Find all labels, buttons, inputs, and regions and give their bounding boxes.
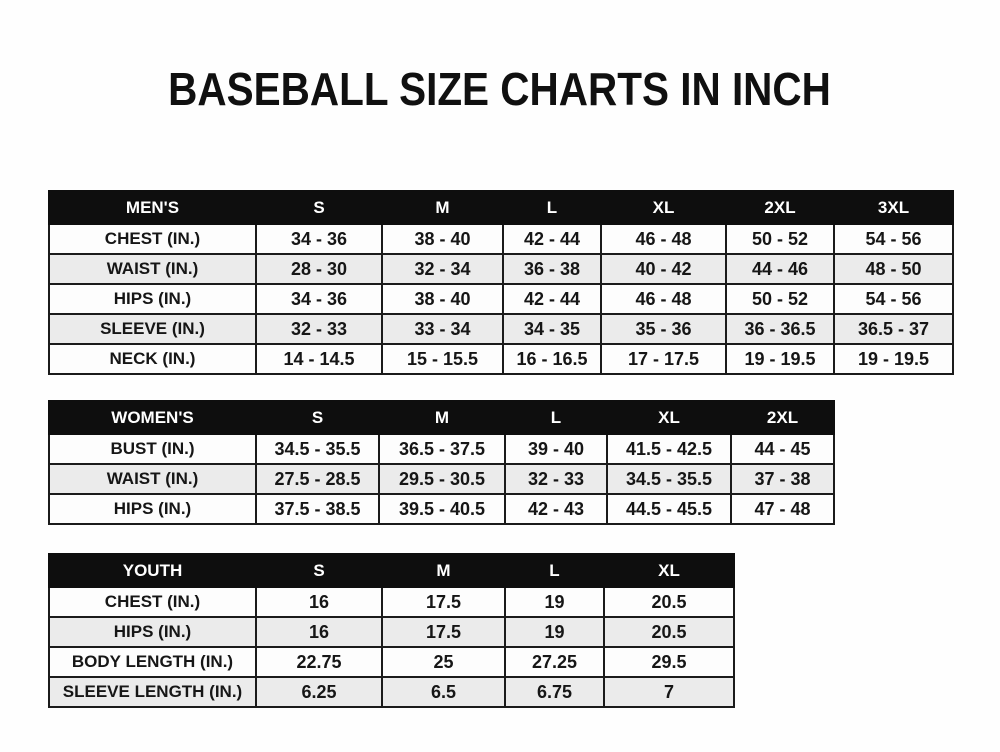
size-value-cell: 39.5 - 40.5 bbox=[379, 494, 505, 524]
size-value-cell: 20.5 bbox=[604, 587, 734, 617]
page-title bbox=[0, 62, 1000, 114]
size-value-cell: 25 bbox=[382, 647, 505, 677]
size-value-cell: 36.5 - 37.5 bbox=[379, 434, 505, 464]
mens-row-4 bbox=[49, 344, 953, 374]
mens-col-header-s: S bbox=[256, 191, 382, 224]
size-value-cell: 34 - 36 bbox=[256, 284, 382, 314]
size-value-cell: 44 - 46 bbox=[726, 254, 834, 284]
size-value-cell: 7 bbox=[604, 677, 734, 707]
size-value-cell: 50 - 52 bbox=[726, 284, 834, 314]
size-value-cell: 22.75 bbox=[256, 647, 382, 677]
size-value-cell: 32 - 33 bbox=[256, 314, 382, 344]
mens-row-3 bbox=[49, 314, 953, 344]
size-value-cell: 32 - 33 bbox=[505, 464, 607, 494]
womens-col-header-2xl: 2XL bbox=[731, 401, 834, 434]
size-value-cell: 33 - 34 bbox=[382, 314, 503, 344]
size-value-cell: 32 - 34 bbox=[382, 254, 503, 284]
youth-size-table bbox=[48, 553, 735, 708]
size-value-cell: 20.5 bbox=[604, 617, 734, 647]
mens-size-table bbox=[48, 190, 954, 375]
womens-col-header-s: S bbox=[256, 401, 379, 434]
size-value-cell: 40 - 42 bbox=[601, 254, 726, 284]
womens-col-header-m: M bbox=[379, 401, 505, 434]
size-value-cell: 47 - 48 bbox=[731, 494, 834, 524]
youth-row-3 bbox=[49, 677, 734, 707]
row-label: HIPS (IN.) bbox=[49, 494, 256, 524]
size-value-cell: 34.5 - 35.5 bbox=[607, 464, 731, 494]
mens-row-0 bbox=[49, 224, 953, 254]
row-label: SLEEVE LENGTH (IN.) bbox=[49, 677, 256, 707]
size-value-cell: 17.5 bbox=[382, 587, 505, 617]
row-label: WAIST (IN.) bbox=[49, 464, 256, 494]
size-value-cell: 42 - 44 bbox=[503, 284, 601, 314]
size-value-cell: 46 - 48 bbox=[601, 224, 726, 254]
size-value-cell: 54 - 56 bbox=[834, 224, 953, 254]
mens-table-title-cell: MEN'S bbox=[49, 191, 256, 224]
size-value-cell: 50 - 52 bbox=[726, 224, 834, 254]
size-value-cell: 34 - 36 bbox=[256, 224, 382, 254]
size-value-cell: 44.5 - 45.5 bbox=[607, 494, 731, 524]
size-value-cell: 54 - 56 bbox=[834, 284, 953, 314]
size-value-cell: 27.5 - 28.5 bbox=[256, 464, 379, 494]
size-value-cell: 36.5 - 37 bbox=[834, 314, 953, 344]
size-value-cell: 36 - 36.5 bbox=[726, 314, 834, 344]
mens-col-header-l: L bbox=[503, 191, 601, 224]
mens-row-2 bbox=[49, 284, 953, 314]
size-value-cell: 37.5 - 38.5 bbox=[256, 494, 379, 524]
row-label: HIPS (IN.) bbox=[49, 617, 256, 647]
size-value-cell: 42 - 44 bbox=[503, 224, 601, 254]
size-value-cell: 6.75 bbox=[505, 677, 604, 707]
womens-col-header-l: L bbox=[505, 401, 607, 434]
size-value-cell: 34.5 - 35.5 bbox=[256, 434, 379, 464]
size-value-cell: 29.5 bbox=[604, 647, 734, 677]
row-label: HIPS (IN.) bbox=[49, 284, 256, 314]
womens-table-title-cell: WOMEN'S bbox=[49, 401, 256, 434]
size-value-cell: 19 - 19.5 bbox=[726, 344, 834, 374]
mens-row-1 bbox=[49, 254, 953, 284]
size-value-cell: 46 - 48 bbox=[601, 284, 726, 314]
row-label: NECK (IN.) bbox=[49, 344, 256, 374]
youth-col-header-l: L bbox=[505, 554, 604, 587]
size-value-cell: 19 - 19.5 bbox=[834, 344, 953, 374]
womens-row-0 bbox=[49, 434, 834, 464]
size-value-cell: 16 - 16.5 bbox=[503, 344, 601, 374]
row-label: SLEEVE (IN.) bbox=[49, 314, 256, 344]
mens-col-header-2xl: 2XL bbox=[726, 191, 834, 224]
youth-col-header-xl: XL bbox=[604, 554, 734, 587]
row-label: CHEST (IN.) bbox=[49, 224, 256, 254]
mens-header-row bbox=[49, 191, 953, 224]
womens-row-2 bbox=[49, 494, 834, 524]
size-value-cell: 16 bbox=[256, 617, 382, 647]
size-value-cell: 39 - 40 bbox=[505, 434, 607, 464]
size-value-cell: 35 - 36 bbox=[601, 314, 726, 344]
mens-col-header-xl: XL bbox=[601, 191, 726, 224]
row-label: CHEST (IN.) bbox=[49, 587, 256, 617]
size-value-cell: 27.25 bbox=[505, 647, 604, 677]
size-value-cell: 19 bbox=[505, 587, 604, 617]
mens-col-header-3xl: 3XL bbox=[834, 191, 953, 224]
row-label: BUST (IN.) bbox=[49, 434, 256, 464]
mens-col-header-m: M bbox=[382, 191, 503, 224]
size-value-cell: 36 - 38 bbox=[503, 254, 601, 284]
row-label: WAIST (IN.) bbox=[49, 254, 256, 284]
size-value-cell: 28 - 30 bbox=[256, 254, 382, 284]
size-value-cell: 29.5 - 30.5 bbox=[379, 464, 505, 494]
youth-table-title-cell: YOUTH bbox=[49, 554, 256, 587]
size-value-cell: 44 - 45 bbox=[731, 434, 834, 464]
youth-col-header-s: S bbox=[256, 554, 382, 587]
row-label: BODY LENGTH (IN.) bbox=[49, 647, 256, 677]
size-value-cell: 6.25 bbox=[256, 677, 382, 707]
size-value-cell: 19 bbox=[505, 617, 604, 647]
size-value-cell: 6.5 bbox=[382, 677, 505, 707]
size-value-cell: 17 - 17.5 bbox=[601, 344, 726, 374]
size-value-cell: 15 - 15.5 bbox=[382, 344, 503, 374]
size-value-cell: 14 - 14.5 bbox=[256, 344, 382, 374]
womens-row-1 bbox=[49, 464, 834, 494]
youth-row-2 bbox=[49, 647, 734, 677]
youth-header-row bbox=[49, 554, 734, 587]
size-value-cell: 16 bbox=[256, 587, 382, 617]
womens-size-table bbox=[48, 400, 835, 525]
page-title-text: BASEBALL SIZE CHARTS IN INCH bbox=[168, 63, 832, 115]
size-value-cell: 48 - 50 bbox=[834, 254, 953, 284]
womens-col-header-xl: XL bbox=[607, 401, 731, 434]
size-value-cell: 42 - 43 bbox=[505, 494, 607, 524]
size-value-cell: 34 - 35 bbox=[503, 314, 601, 344]
size-value-cell: 17.5 bbox=[382, 617, 505, 647]
size-value-cell: 41.5 - 42.5 bbox=[607, 434, 731, 464]
youth-row-1 bbox=[49, 617, 734, 647]
size-value-cell: 38 - 40 bbox=[382, 284, 503, 314]
womens-header-row bbox=[49, 401, 834, 434]
youth-row-0 bbox=[49, 587, 734, 617]
size-value-cell: 37 - 38 bbox=[731, 464, 834, 494]
youth-col-header-m: M bbox=[382, 554, 505, 587]
size-value-cell: 38 - 40 bbox=[382, 224, 503, 254]
